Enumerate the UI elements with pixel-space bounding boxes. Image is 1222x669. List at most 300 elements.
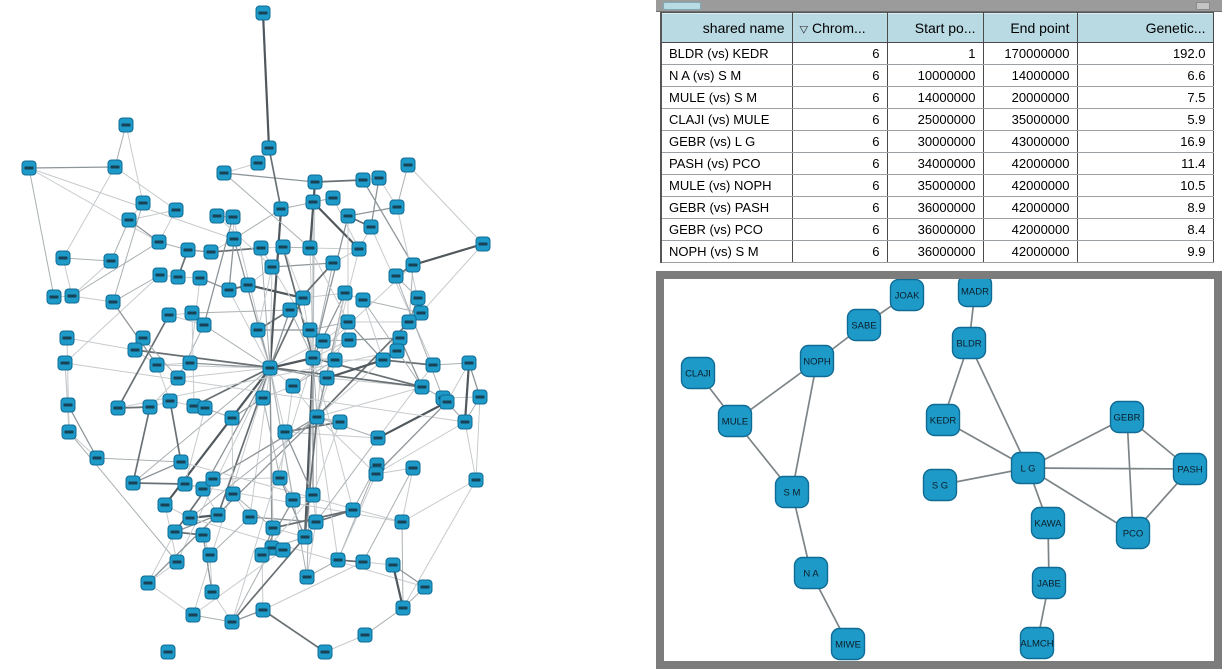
network-node[interactable] [62,425,76,439]
network-node[interactable] [254,241,268,255]
table-cell[interactable]: 42000000 [983,197,1077,219]
network-node[interactable] [342,333,356,347]
node-joak[interactable] [891,280,924,311]
network-node[interactable] [415,380,429,394]
network-node[interactable] [276,240,290,254]
table-cell[interactable]: 6 [792,175,887,197]
network-node[interactable] [326,191,340,205]
node-label-smudge [181,483,190,486]
network-edge[interactable] [317,417,338,560]
node-label-smudge [107,260,116,263]
table-cell[interactable]: PASH (vs) PCO [661,153,792,175]
network-node[interactable] [333,415,347,429]
network-node[interactable] [286,493,300,507]
network-node[interactable] [169,203,183,217]
node-label-smudge [341,292,350,295]
node-label-smudge [259,609,268,612]
network-node[interactable] [274,202,288,216]
node-label-smudge [125,219,134,222]
node-label-smudge [228,621,237,624]
table-cell[interactable]: 6 [792,65,887,87]
network-node[interactable] [186,608,200,622]
node-label-smudge [186,362,195,365]
network-node[interactable] [183,511,197,525]
network-node[interactable] [197,318,211,332]
network-node[interactable] [306,195,320,209]
network-node[interactable] [225,411,239,425]
network-edge[interactable] [263,13,269,148]
network-edge[interactable] [224,173,315,182]
node-label-smudge [323,377,332,380]
network-node[interactable] [303,323,317,337]
subnetwork-edge[interactable] [792,361,817,492]
network-node[interactable] [390,344,404,358]
node-label-smudge [372,473,381,476]
network-node[interactable] [65,289,79,303]
node-s-m[interactable] [776,477,809,508]
node-label-smudge [479,243,488,246]
network-node[interactable] [371,431,385,445]
table-cell[interactable]: 10.5 [1077,175,1213,197]
network-edge[interactable] [67,338,135,350]
network-node[interactable] [278,425,292,439]
network-node[interactable] [396,601,410,615]
table-cell[interactable]: 6 [792,109,887,131]
network-edge[interactable] [185,408,205,484]
network-node[interactable] [206,472,220,486]
network-node[interactable] [469,473,483,487]
network-node[interactable] [462,356,476,370]
scrollbar-corner-button[interactable] [1196,2,1210,10]
network-node[interactable] [426,358,440,372]
network-node[interactable] [163,394,177,408]
table-cell[interactable]: 42000000 [983,153,1077,175]
node-pco[interactable] [1117,518,1150,549]
network-node[interactable] [136,196,150,210]
table-cell[interactable]: 1 [887,43,983,65]
network-edge[interactable] [272,263,333,267]
network-node[interactable] [174,455,188,469]
node-label-smudge [472,479,481,482]
network-edge[interactable] [378,402,447,438]
table-cell[interactable]: 11.4 [1077,153,1213,175]
network-node[interactable] [178,477,192,491]
network-node[interactable] [309,515,323,529]
table-cell[interactable]: NOPH (vs) S M [661,241,792,263]
subnetwork-canvas[interactable] [664,279,1214,661]
network-node[interactable] [306,488,320,502]
network-node[interactable] [262,141,276,155]
table-cell[interactable]: 8.4 [1077,219,1213,241]
network-edge[interactable] [232,418,233,494]
network-node[interactable] [243,510,257,524]
table-row[interactable] [661,87,1213,109]
network-node[interactable] [296,291,310,305]
network-edge[interactable] [402,480,476,522]
scrollbar-thumb[interactable] [663,2,701,10]
network-node[interactable] [196,528,210,542]
network-node[interactable] [61,398,75,412]
table-cell[interactable]: MULE (vs) NOPH [661,175,792,197]
node-label-smudge [246,516,255,519]
network-node[interactable] [198,401,212,415]
network-node[interactable] [406,461,420,475]
node-label-smudge [355,248,364,251]
network-node[interactable] [47,290,61,304]
node-label-smudge [254,329,263,332]
subnetwork-edge[interactable] [1127,417,1133,533]
network-node[interactable] [372,171,386,185]
network-node[interactable] [225,615,239,629]
node-mule[interactable] [719,406,752,437]
network-node[interactable] [128,343,142,357]
table-header-row [661,13,1213,43]
node-noph[interactable] [801,346,834,377]
table-cell[interactable]: 5.9 [1077,109,1213,131]
table-row[interactable] [661,241,1213,263]
table-cell[interactable]: 35000000 [887,175,983,197]
node-label-smudge [268,266,277,269]
network-node[interactable] [111,401,125,415]
table-cell[interactable]: 10000000 [887,65,983,87]
network-node[interactable] [273,471,287,485]
network-edge[interactable] [413,244,483,265]
network-node[interactable] [369,467,383,481]
node-label-smudge [156,274,165,277]
network-edge[interactable] [69,432,177,562]
network-node[interactable] [328,353,342,367]
network-node[interactable] [393,331,407,345]
network-edge[interactable] [133,407,150,483]
table-cell[interactable]: GEBR (vs) PCO [661,219,792,241]
network-node[interactable] [364,220,378,234]
node-label-smudge [225,289,234,292]
network-node[interactable] [331,553,345,567]
network-node[interactable] [141,576,155,590]
node-claji[interactable] [682,358,715,389]
network-node[interactable] [204,245,218,259]
table-cell[interactable]: CLAJI (vs) MULE [661,109,792,131]
node-madr[interactable] [959,279,992,307]
network-edge[interactable] [229,239,234,290]
network-node[interactable] [276,543,290,557]
node-label-smudge [174,377,183,380]
network-node[interactable] [310,410,324,424]
table-cell[interactable]: GEBR (vs) L G [661,131,792,153]
network-node[interactable] [162,308,176,322]
table-cell[interactable]: 6 [792,219,887,241]
table-cell[interactable]: N A (vs) S M [661,65,792,87]
table-cell[interactable]: 170000000 [983,43,1077,65]
table-cell[interactable]: BLDR (vs) KEDR [661,43,792,65]
network-node[interactable] [358,628,372,642]
network-edge[interactable] [262,555,263,610]
table-cell[interactable]: 42000000 [983,241,1077,263]
table-cell[interactable]: 14000000 [983,65,1077,87]
network-node[interactable] [401,158,415,172]
network-node[interactable] [418,580,432,594]
network-edge[interactable] [408,165,483,244]
column-header-label: End point [1010,19,1070,36]
node-label: L G [1020,463,1036,475]
network-node[interactable] [389,269,403,283]
network-node[interactable] [122,213,136,227]
column-header-chrom[interactable] [792,13,887,43]
network-node[interactable] [356,293,370,307]
table-row[interactable] [661,197,1213,219]
node-label: S M [783,487,801,499]
table-cell[interactable]: 35000000 [983,109,1077,131]
network-node[interactable] [265,260,279,274]
network-edge[interactable] [402,468,413,522]
network-node[interactable] [211,508,225,522]
network-node[interactable] [56,251,70,265]
network-node[interactable] [226,210,240,224]
table-row[interactable] [661,219,1213,241]
network-node[interactable] [150,358,164,372]
subnetwork-edge[interactable] [1028,468,1190,469]
network-edge[interactable] [465,422,476,480]
node-label-smudge [404,164,413,167]
node-label-smudge [186,517,195,520]
node-label-smudge [417,312,426,315]
network-node[interactable] [158,498,172,512]
node-sabe[interactable] [848,310,881,341]
node-label-smudge [389,564,398,567]
network-edge[interactable] [126,125,143,203]
node-jabe[interactable] [1033,568,1066,599]
node-label-smudge [429,364,438,367]
network-node[interactable] [308,175,322,189]
node-label-smudge [396,337,405,340]
network-node[interactable] [126,476,140,490]
network-node[interactable] [119,118,133,132]
table-row[interactable] [661,43,1213,65]
network-node[interactable] [390,200,404,214]
node-label: NOPH [803,356,831,368]
table-row[interactable] [661,131,1213,153]
table-cell[interactable]: 25000000 [887,109,983,131]
table-cell[interactable]: 34000000 [887,153,983,175]
network-node[interactable] [153,268,167,282]
table-cell[interactable]: 16.9 [1077,131,1213,153]
node-bldr[interactable] [953,328,986,359]
network-node[interactable] [241,278,255,292]
network-node[interactable] [210,209,224,223]
network-node[interactable] [406,258,420,272]
network-edge[interactable] [133,483,185,484]
node-pash[interactable] [1174,454,1207,485]
node-almch[interactable] [1020,628,1053,659]
network-node[interactable] [376,353,390,367]
network-node[interactable] [152,235,166,249]
network-node[interactable] [181,243,195,257]
network-node[interactable] [227,232,241,246]
network-edge[interactable] [465,363,469,422]
network-node[interactable] [306,351,320,365]
network-node[interactable] [104,254,118,268]
network-node[interactable] [318,645,332,659]
node-l-g[interactable] [1012,453,1045,484]
network-node[interactable] [171,371,185,385]
table-cell[interactable]: 20000000 [983,87,1077,109]
network-node[interactable] [303,241,317,255]
network-node[interactable] [300,570,314,584]
network-node[interactable] [106,295,120,309]
node-label: KEDR [929,415,957,427]
network-edge[interactable] [29,168,54,297]
network-node[interactable] [90,451,104,465]
network-node[interactable] [458,415,472,429]
network-edge[interactable] [403,480,476,608]
node-kawa[interactable] [1032,508,1065,539]
network-node[interactable] [326,256,340,270]
node-label-smudge [276,477,285,480]
table-cell[interactable]: 192.0 [1077,43,1213,65]
node-label-smudge [200,324,209,327]
network-edge[interactable] [170,401,181,462]
table-cell[interactable]: 36000000 [887,219,983,241]
node-s-g[interactable] [924,470,957,501]
node-label-smudge [359,179,368,182]
network-node[interactable] [168,525,182,539]
node-kedr[interactable] [927,405,960,436]
table-cell[interactable]: 9.9 [1077,241,1213,263]
network-node[interactable] [320,371,334,385]
network-node[interactable] [22,161,36,175]
table-row[interactable] [661,109,1213,131]
network-edge[interactable] [402,522,403,608]
network-node[interactable] [143,400,157,414]
table-cell[interactable]: 36000000 [887,197,983,219]
edge-attribute-table [660,12,1214,263]
network-node[interactable] [256,603,270,617]
table-cell[interactable]: 6 [792,131,887,153]
node-gebr[interactable] [1111,402,1144,433]
network-node[interactable] [283,303,297,317]
network-node[interactable] [402,315,416,329]
node-label: SABE [851,320,877,332]
table-row[interactable] [661,175,1213,197]
network-node[interactable] [440,395,454,409]
table-cell[interactable]: 14000000 [887,87,983,109]
node-label-smudge [220,172,229,175]
network-node[interactable] [256,6,270,20]
network-node[interactable] [256,391,270,405]
network-node[interactable] [298,530,312,544]
network-node[interactable] [263,361,277,375]
network-node[interactable] [395,515,409,529]
node-miwe[interactable] [832,629,865,660]
network-edge[interactable] [29,167,115,168]
network-node[interactable] [356,173,370,187]
column-header-start-po[interactable] [887,13,983,43]
node-label: ALMCH [1020,638,1054,650]
table-cell[interactable]: GEBR (vs) PASH [661,197,792,219]
network-node[interactable] [171,270,185,284]
network-node[interactable] [108,160,122,174]
network-node[interactable] [193,271,207,285]
network-node[interactable] [266,521,280,535]
network-node[interactable] [356,555,370,569]
node-label-smudge [286,309,295,312]
table-cell[interactable]: 6 [792,87,887,109]
network-node[interactable] [386,558,400,572]
network-node[interactable] [217,166,231,180]
table-cell[interactable]: 8.9 [1077,197,1213,219]
node-label-smudge [208,591,217,594]
network-node[interactable] [346,503,360,517]
network-edge[interactable] [476,397,480,480]
network-node[interactable] [251,156,265,170]
network-node[interactable] [203,548,217,562]
table-row[interactable] [661,153,1213,175]
network-node[interactable] [316,334,330,348]
network-node[interactable] [286,379,300,393]
network-edge[interactable] [363,300,383,360]
network-node[interactable] [161,645,175,659]
node-label-smudge [201,407,210,410]
network-node[interactable] [170,555,184,569]
network-node[interactable] [205,585,219,599]
network-node[interactable] [411,291,425,305]
network-edge[interactable] [213,478,280,479]
network-node[interactable] [341,315,355,329]
table-row[interactable] [661,65,1213,87]
table-cell[interactable]: 7.5 [1077,87,1213,109]
table-cell[interactable]: 30000000 [887,131,983,153]
table-cell[interactable]: 36000000 [887,241,983,263]
network-node[interactable] [60,331,74,345]
subnetwork-edge[interactable] [969,343,1028,468]
network-node[interactable] [58,356,72,370]
network-node[interactable] [352,242,366,256]
right-pane [656,0,1222,669]
column-header-end-point[interactable] [983,13,1077,43]
network-node[interactable] [226,487,240,501]
table-cell[interactable]: 6.6 [1077,65,1213,87]
node-label-smudge [139,337,148,340]
node-n-a[interactable] [795,558,828,589]
node-label-smudge [122,124,131,127]
network-node[interactable] [341,209,355,223]
network-edge[interactable] [263,610,325,652]
node-label-smudge [153,364,162,367]
column-header-genetic[interactable] [1077,13,1213,43]
network-node[interactable] [255,548,269,562]
node-label-smudge [196,277,205,280]
table-cell[interactable]: 42000000 [983,219,1077,241]
table-horizontal-scrollbar[interactable] [656,0,1222,12]
table-cell[interactable]: 6 [792,43,887,65]
table-cell[interactable]: 6 [792,197,887,219]
table-cell[interactable]: 42000000 [983,175,1077,197]
table-cell[interactable]: MULE (vs) S M [661,87,792,109]
column-header-shared-name[interactable] [661,13,792,43]
network-node[interactable] [185,306,199,320]
network-edge[interactable] [378,365,433,438]
network-node[interactable] [476,237,490,251]
network-node[interactable] [338,286,352,300]
network-node[interactable] [222,283,236,297]
node-label-smudge [334,559,343,562]
table-cell[interactable]: 43000000 [983,131,1077,153]
network-node[interactable] [251,323,265,337]
table-cell[interactable]: 6 [792,241,887,263]
network-node[interactable] [183,356,197,370]
table-cell[interactable]: 6 [792,153,887,175]
network-node[interactable] [473,390,487,404]
